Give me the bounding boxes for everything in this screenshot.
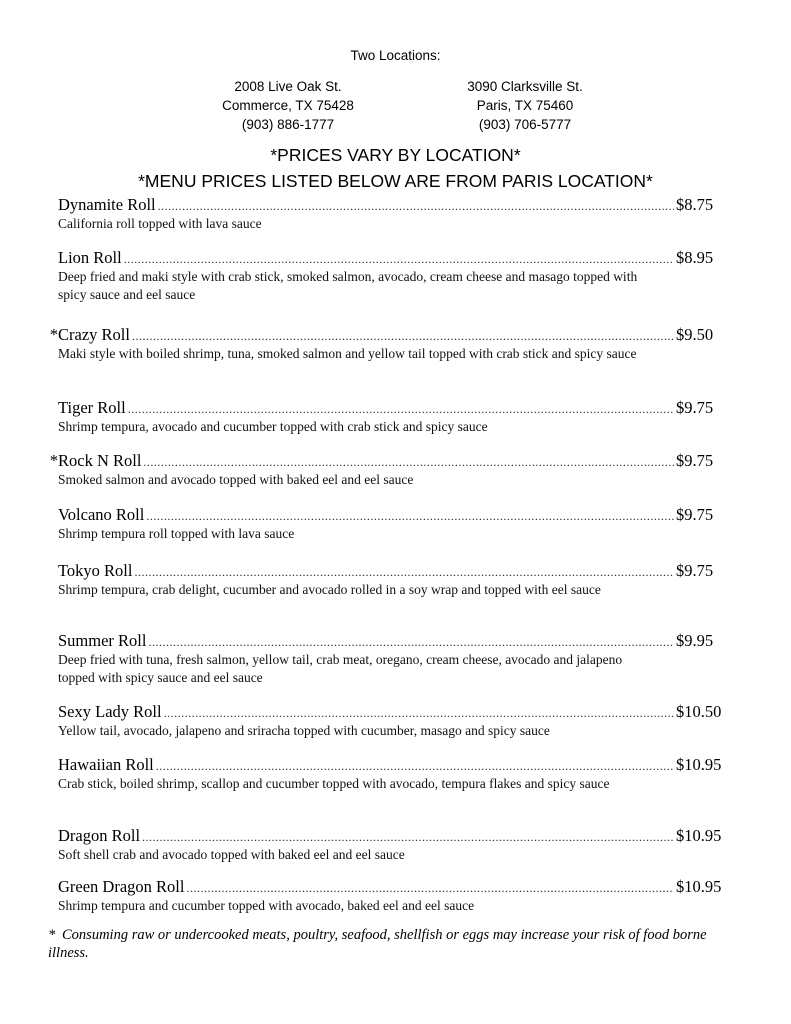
item-description: California roll topped with lava sauce [58, 216, 262, 231]
dot-leader [164, 706, 674, 721]
item-name: Crazy Roll [58, 325, 130, 344]
item-price: $10.95 [676, 877, 722, 896]
menu-item-dynamite-roll [44, 195, 724, 233]
item-description: Shrimp tempura and cucumber topped with avocado, baked eel and eel sauce [58, 898, 475, 913]
item-description: Maki style with boiled shrimp, tuna, smoked salmon and yellow tail topped with crab stick and spicy sauce [58, 346, 637, 361]
item-price: $9.95 [676, 631, 714, 650]
location-street: 3090 Clarksville St. [467, 79, 583, 94]
dot-leader [158, 199, 674, 214]
location-paris [432, 77, 618, 134]
menu-item-tiger-roll [44, 398, 724, 436]
menu-item-crazy-roll [44, 325, 724, 363]
item-description: Smoked salmon and avocado topped with baked eel and eel sauce [58, 472, 414, 487]
dot-leader [134, 565, 674, 580]
item-description: Shrimp tempura roll topped with lava sauce [58, 526, 295, 541]
location-commerce [195, 77, 381, 134]
menu-item-volcano-roll [44, 505, 724, 543]
item-price: $9.75 [676, 398, 714, 417]
item-name: Volcano Roll [58, 505, 145, 524]
item-description: Soft shell crab and avocado topped with baked eel and eel sauce [58, 847, 405, 862]
item-description: Deep fried and maki style with crab stick, smoked salmon, avocado, cream cheese and masago topped with spicy sauce and eel sauce [58, 269, 638, 302]
item-name: Dragon Roll [58, 826, 141, 845]
item-name: Dynamite Roll [58, 195, 156, 214]
item-price: $9.50 [676, 325, 714, 344]
dot-leader [143, 455, 674, 470]
menu-item-summer-roll [44, 631, 724, 687]
item-price: $8.75 [676, 195, 714, 214]
menu-item-lion-roll [44, 248, 724, 304]
location-phone: (903) 886-1777 [241, 117, 335, 132]
dot-leader [146, 509, 674, 524]
item-description: Shrimp tempura, crab delight, cucumber and avocado rolled in a soy wrap and topped with eel sauce [58, 582, 601, 597]
item-name: Summer Roll [58, 631, 147, 650]
price-notice: *PRICES VARY BY LOCATION* [270, 145, 521, 165]
item-name: Lion Roll [58, 248, 122, 267]
paris-price-notice: *MENU PRICES LISTED BELOW ARE FROM PARIS LOCATION* [138, 171, 653, 191]
menu-item-dragon-roll [44, 826, 724, 864]
health-warning-footnote [48, 926, 738, 962]
item-description: Shrimp tempura, avocado and cucumber topped with crab stick and spicy sauce [58, 419, 488, 434]
footnote-text: Consuming raw or undercooked meats, poultry, seafood, shellfish or eggs may increase your risk of food borne illness. [48, 927, 707, 961]
item-description: Yellow tail, avocado, jalapeno and sriracha topped with cucumber, masago and spicy sauce [58, 723, 550, 738]
menu-item-tokyo-roll [44, 561, 724, 599]
page-title: Two Locations: [350, 48, 441, 63]
item-price: $9.75 [676, 505, 714, 524]
menu-item-rock-n-roll [44, 451, 724, 489]
dot-leader [142, 830, 674, 845]
dot-leader [148, 635, 674, 650]
location-phone: (903) 706-5777 [478, 117, 572, 132]
item-price: $10.95 [676, 755, 722, 774]
menu-item-sexy-lady-roll [44, 702, 724, 740]
item-price: $8.95 [676, 248, 714, 267]
raw-marker: * [49, 451, 58, 470]
item-price: $10.95 [676, 826, 722, 845]
item-name: Green Dragon Roll [58, 877, 185, 896]
item-description: Crab stick, boiled shrimp, scallop and cucumber topped with avocado, tempura flakes and spicy sauce [58, 776, 610, 791]
dot-leader [124, 252, 674, 267]
item-price: $9.75 [676, 561, 714, 580]
item-name: Tokyo Roll [58, 561, 133, 580]
dot-leader [128, 402, 674, 417]
location-city: Commerce, TX 75428 [222, 98, 354, 113]
dot-leader [156, 759, 674, 774]
item-name: Sexy Lady Roll [58, 702, 162, 721]
dot-leader [132, 329, 674, 344]
item-name: Tiger Roll [58, 398, 126, 417]
menu-item-green-dragon-roll [44, 877, 724, 915]
dot-leader [186, 881, 674, 896]
item-name: Hawaiian Roll [58, 755, 154, 774]
item-description: Deep fried with tuna, fresh salmon, yellow tail, crab meat, oregano, cream cheese, avocado and jalapeno topped with spicy sauce and eel sauce [58, 652, 623, 685]
menu-item-hawaiian-roll [44, 755, 724, 793]
item-price: $10.50 [676, 702, 722, 721]
footnote-marker: * [48, 927, 56, 943]
raw-marker: * [49, 325, 58, 344]
item-name: Rock N Roll [58, 451, 142, 470]
location-street: 2008 Live Oak St. [234, 79, 342, 94]
location-city: Paris, TX 75460 [476, 98, 574, 113]
item-price: $9.75 [676, 451, 714, 470]
